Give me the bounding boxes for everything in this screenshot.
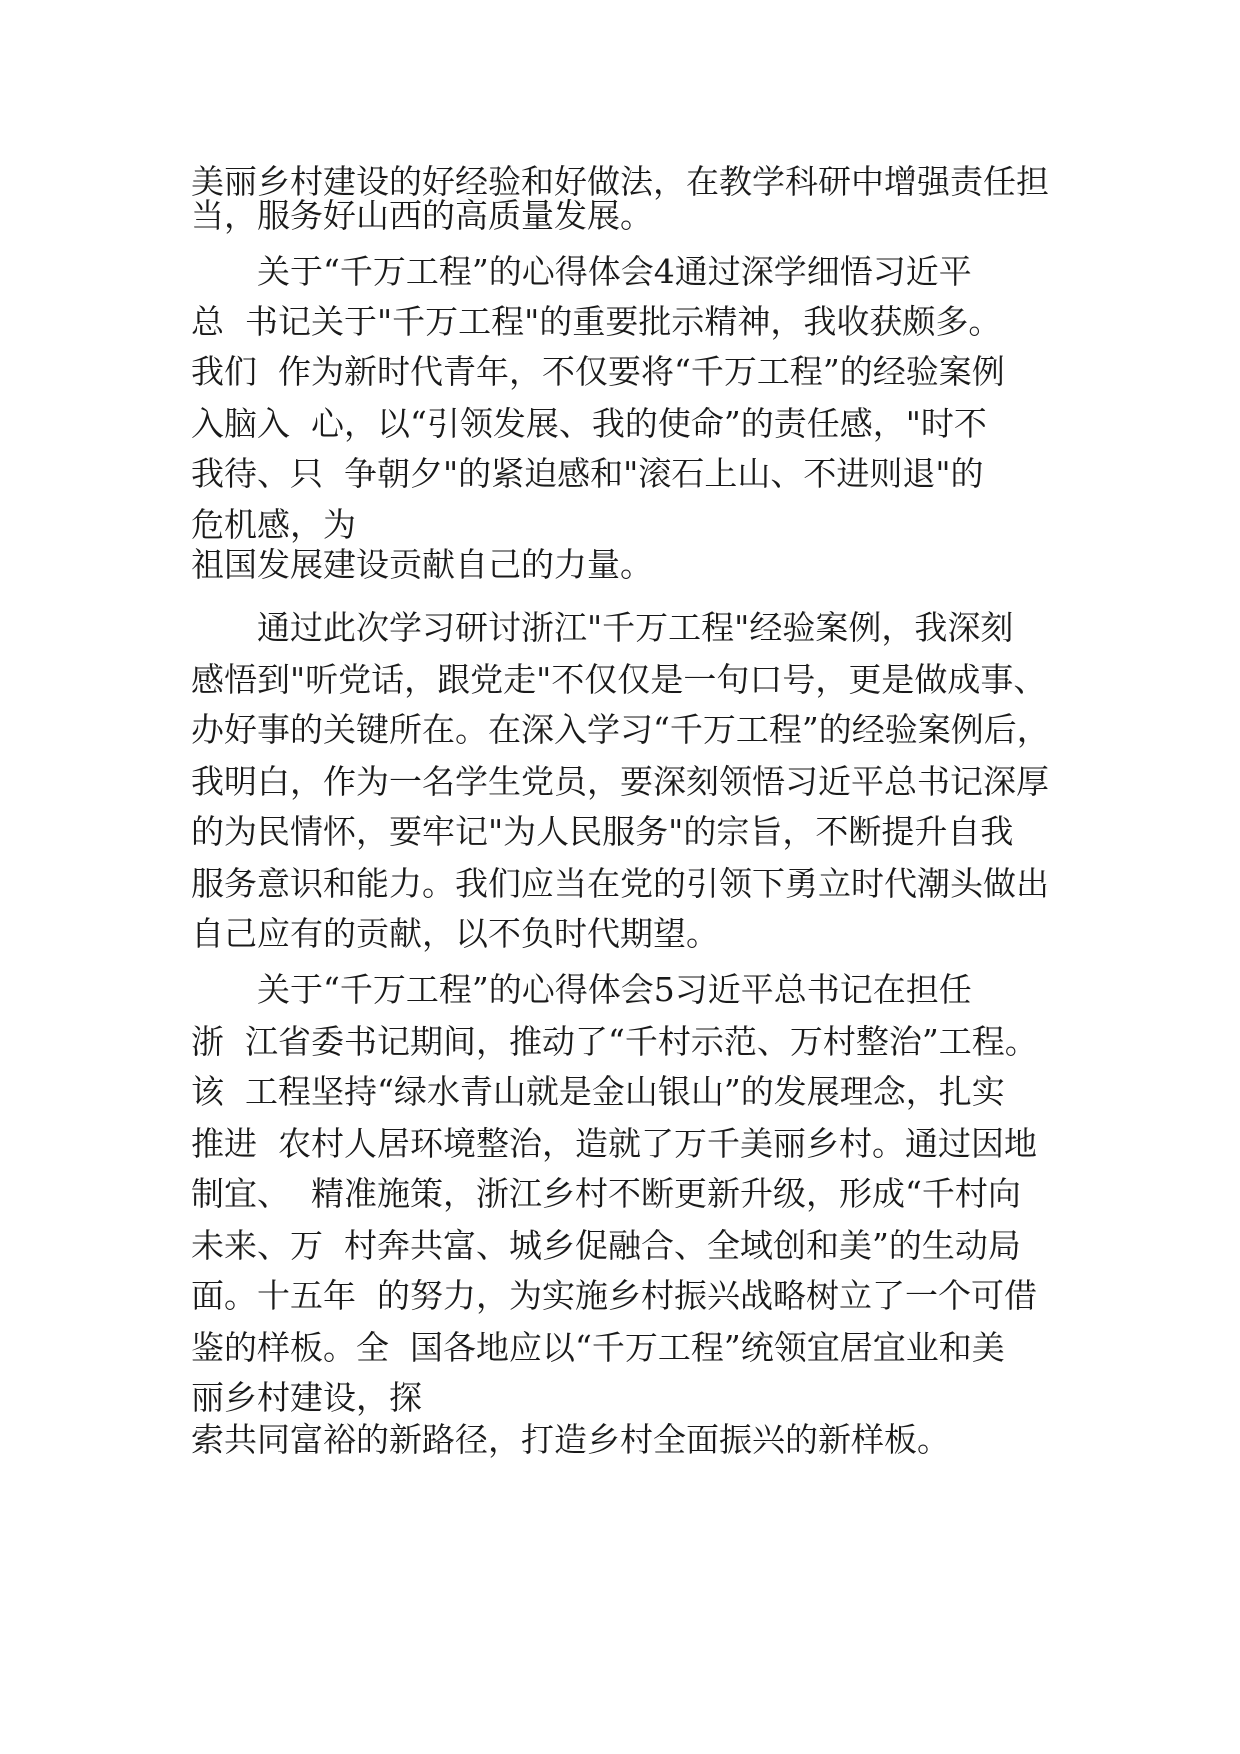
- text-line: 的为民情怀，要牢记"为人民服务"的宗旨，不断提升自我: [191, 812, 1014, 851]
- text-line: 浙 江省委书记期间，推动了“千村示范、万村整治”工程。: [191, 1022, 1038, 1061]
- text-line: 我明白，作为一名学生党员，要深刻领悟习近平总书记深厚: [191, 762, 1049, 801]
- text-line: 关于“千万工程”的心得体会5习近平总书记在担任: [191, 970, 972, 1009]
- text-line: 通过此次学习研讨浙江"千万工程"经验案例，我深刻: [191, 608, 1014, 647]
- text-line: 推进 农村人居环境整治，造就了万千美丽乡村。通过因地: [191, 1124, 1037, 1163]
- text-line: 索共同富裕的新路径，打造乡村全面振兴的新样板。: [191, 1420, 950, 1459]
- text-line: 祖国发展建设贡献自己的力量。: [191, 545, 653, 584]
- text-line: 办好事的关键所在。在深入学习“千万工程”的经验案例后，: [191, 710, 1050, 749]
- text-line: 我们 作为新时代青年，不仅要将“千万工程”的经验案例: [191, 352, 1005, 391]
- text-line: 丽乡村建设，探: [191, 1378, 422, 1417]
- text-line: 美丽乡村建设的好经验和好做法，在教学科研中增强责任担: [191, 162, 1049, 201]
- text-line: 该 工程坚持“绿水青山就是金山银山”的发展理念，扎实: [191, 1072, 1005, 1111]
- text-line: 面。十五年 的努力，为实施乡村振兴战略树立了一个可借: [191, 1276, 1037, 1315]
- text-line: 当，服务好山西的高质量发展。: [191, 196, 653, 235]
- text-line: 制宜、 精准施策，浙江乡村不断更新升级，形成“千村向: [191, 1174, 1021, 1213]
- text-line: 感悟到"听党话，跟党走"不仅仅是一句口号，更是做成事、: [191, 660, 1047, 699]
- text-line: 服务意识和能力。我们应当在党的引领下勇立时代潮头做出: [191, 864, 1049, 903]
- text-line: 自己应有的贡献，以不负时代期望。: [191, 914, 719, 953]
- text-line: 未来、万 村奔共富、城乡促融合、全域创和美”的生动局: [191, 1226, 1021, 1265]
- text-line: 我待、只 争朝夕"的紧迫感和"滚石上山、不进则退"的: [191, 454, 984, 493]
- text-line: 入脑入 心，以“引领发展、我的使命”的责任感，"时不: [191, 404, 987, 443]
- text-line: 总 书记关于"千万工程"的重要批示精神，我收获颇多。: [191, 302, 1002, 341]
- text-line: 鉴的样板。全 国各地应以“千万工程”统领宜居宜业和美: [191, 1328, 1005, 1367]
- text-line: 危机感，为: [191, 505, 356, 544]
- text-line: 关于“千万工程”的心得体会4通过深学细悟习近平: [191, 252, 972, 291]
